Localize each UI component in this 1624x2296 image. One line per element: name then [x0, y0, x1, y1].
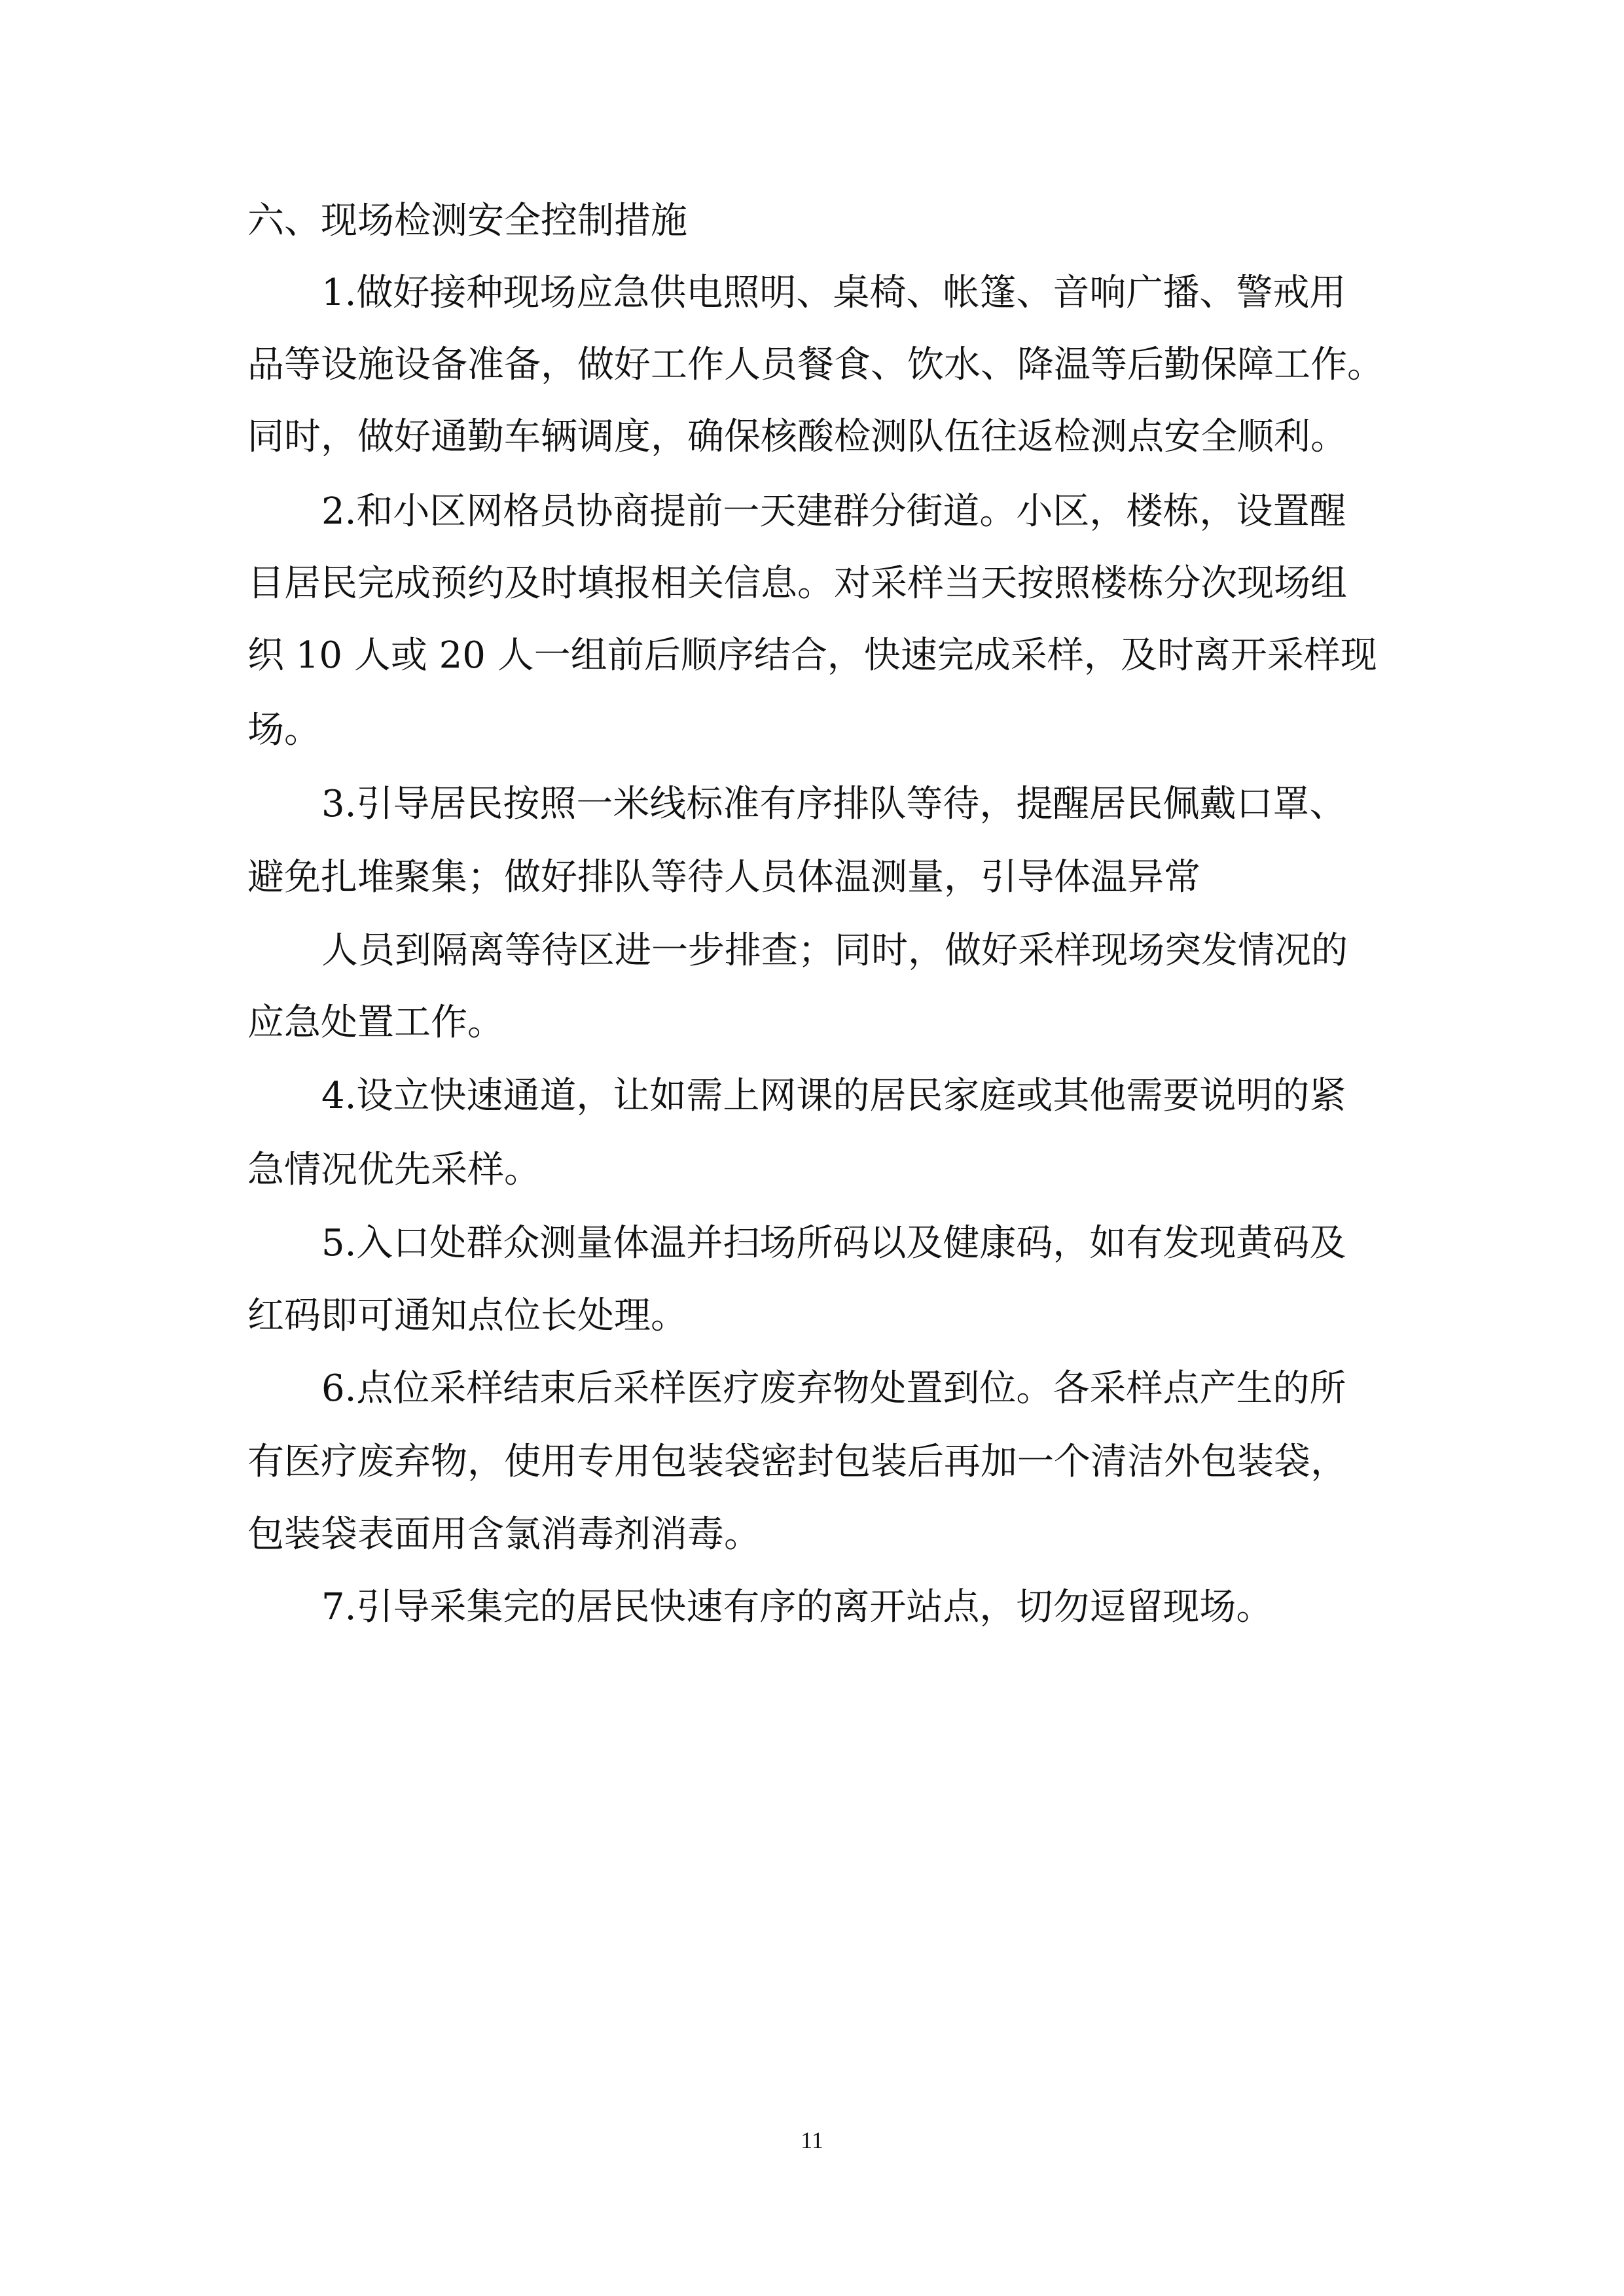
paragraph-6-line-3: 包装袋表面用含氯消毒剂消毒。 — [247, 1513, 761, 1556]
paragraph-6-line-2: 有医疗废弃物，使用专用包装袋密封包装后再加一个清洁外包装袋， — [247, 1441, 1347, 1483]
paragraph-5-line-1: 5.入口处群众测量体温并扫场所码以及健康码，如有发现黄码及 — [321, 1222, 1346, 1265]
paragraph-7-line-1: 7.引导采集完的居民快速有序的离开站点，切勿逗留现场。 — [321, 1586, 1273, 1628]
paragraph-2-line-3: 织 10 人或 20 人一组前后顺序结合，快速完成采样，及时离开采样现 — [247, 634, 1377, 677]
paragraph-1-line-3: 同时，做好通勤车辆调度，确保核酸检测队伍往返检测点安全顺利。 — [247, 416, 1347, 458]
paragraph-3-line-1: 3.引导居民按照一米线标准有序排队等待，提醒居民佩戴口罩、 — [321, 783, 1346, 825]
paragraph-2-line-2: 目居民完成预约及时填报相关信息。对采样当天按照楼栋分次现场组 — [247, 562, 1347, 605]
page-number: 11 — [801, 2127, 823, 2153]
paragraph-4-line-2: 急情况优先采样。 — [247, 1149, 541, 1191]
paragraph-5-line-2: 红码即可通知点位长处理。 — [247, 1295, 687, 1337]
paragraph-4-line-1: 4.设立快速通道，让如需上网课的居民家庭或其他需要说明的紧 — [321, 1075, 1346, 1117]
paragraph-3-line-3: 人员到隔离等待区进一步排查；同时，做好采样现场突发情况的 — [321, 929, 1348, 972]
paragraph-3-line-4: 应急处置工作。 — [247, 1001, 504, 1044]
paragraph-1-line-2: 品等设施设备准备，做好工作人员餐食、饮水、降温等后勤保障工作。 — [247, 344, 1384, 386]
paragraph-3-line-2: 避免扎堆聚集；做好排队等待人员体温测量，引导体温异常 — [247, 856, 1200, 899]
paragraph-2-line-4: 场。 — [247, 709, 321, 751]
paragraph-1-line-1: 1.做好接种现场应急供电照明、桌椅、帐篷、音响广播、警戒用 — [321, 272, 1346, 314]
paragraph-2-line-1: 2.和小区网格员协商提前一天建群分街道。小区，楼栋，设置醒 — [321, 490, 1346, 533]
paragraph-6-line-1: 6.点位采样结束后采样医疗废弃物处置到位。各采样点产生的所 — [321, 1367, 1346, 1410]
section-heading: 六、现场检测安全控制措施 — [247, 200, 687, 242]
